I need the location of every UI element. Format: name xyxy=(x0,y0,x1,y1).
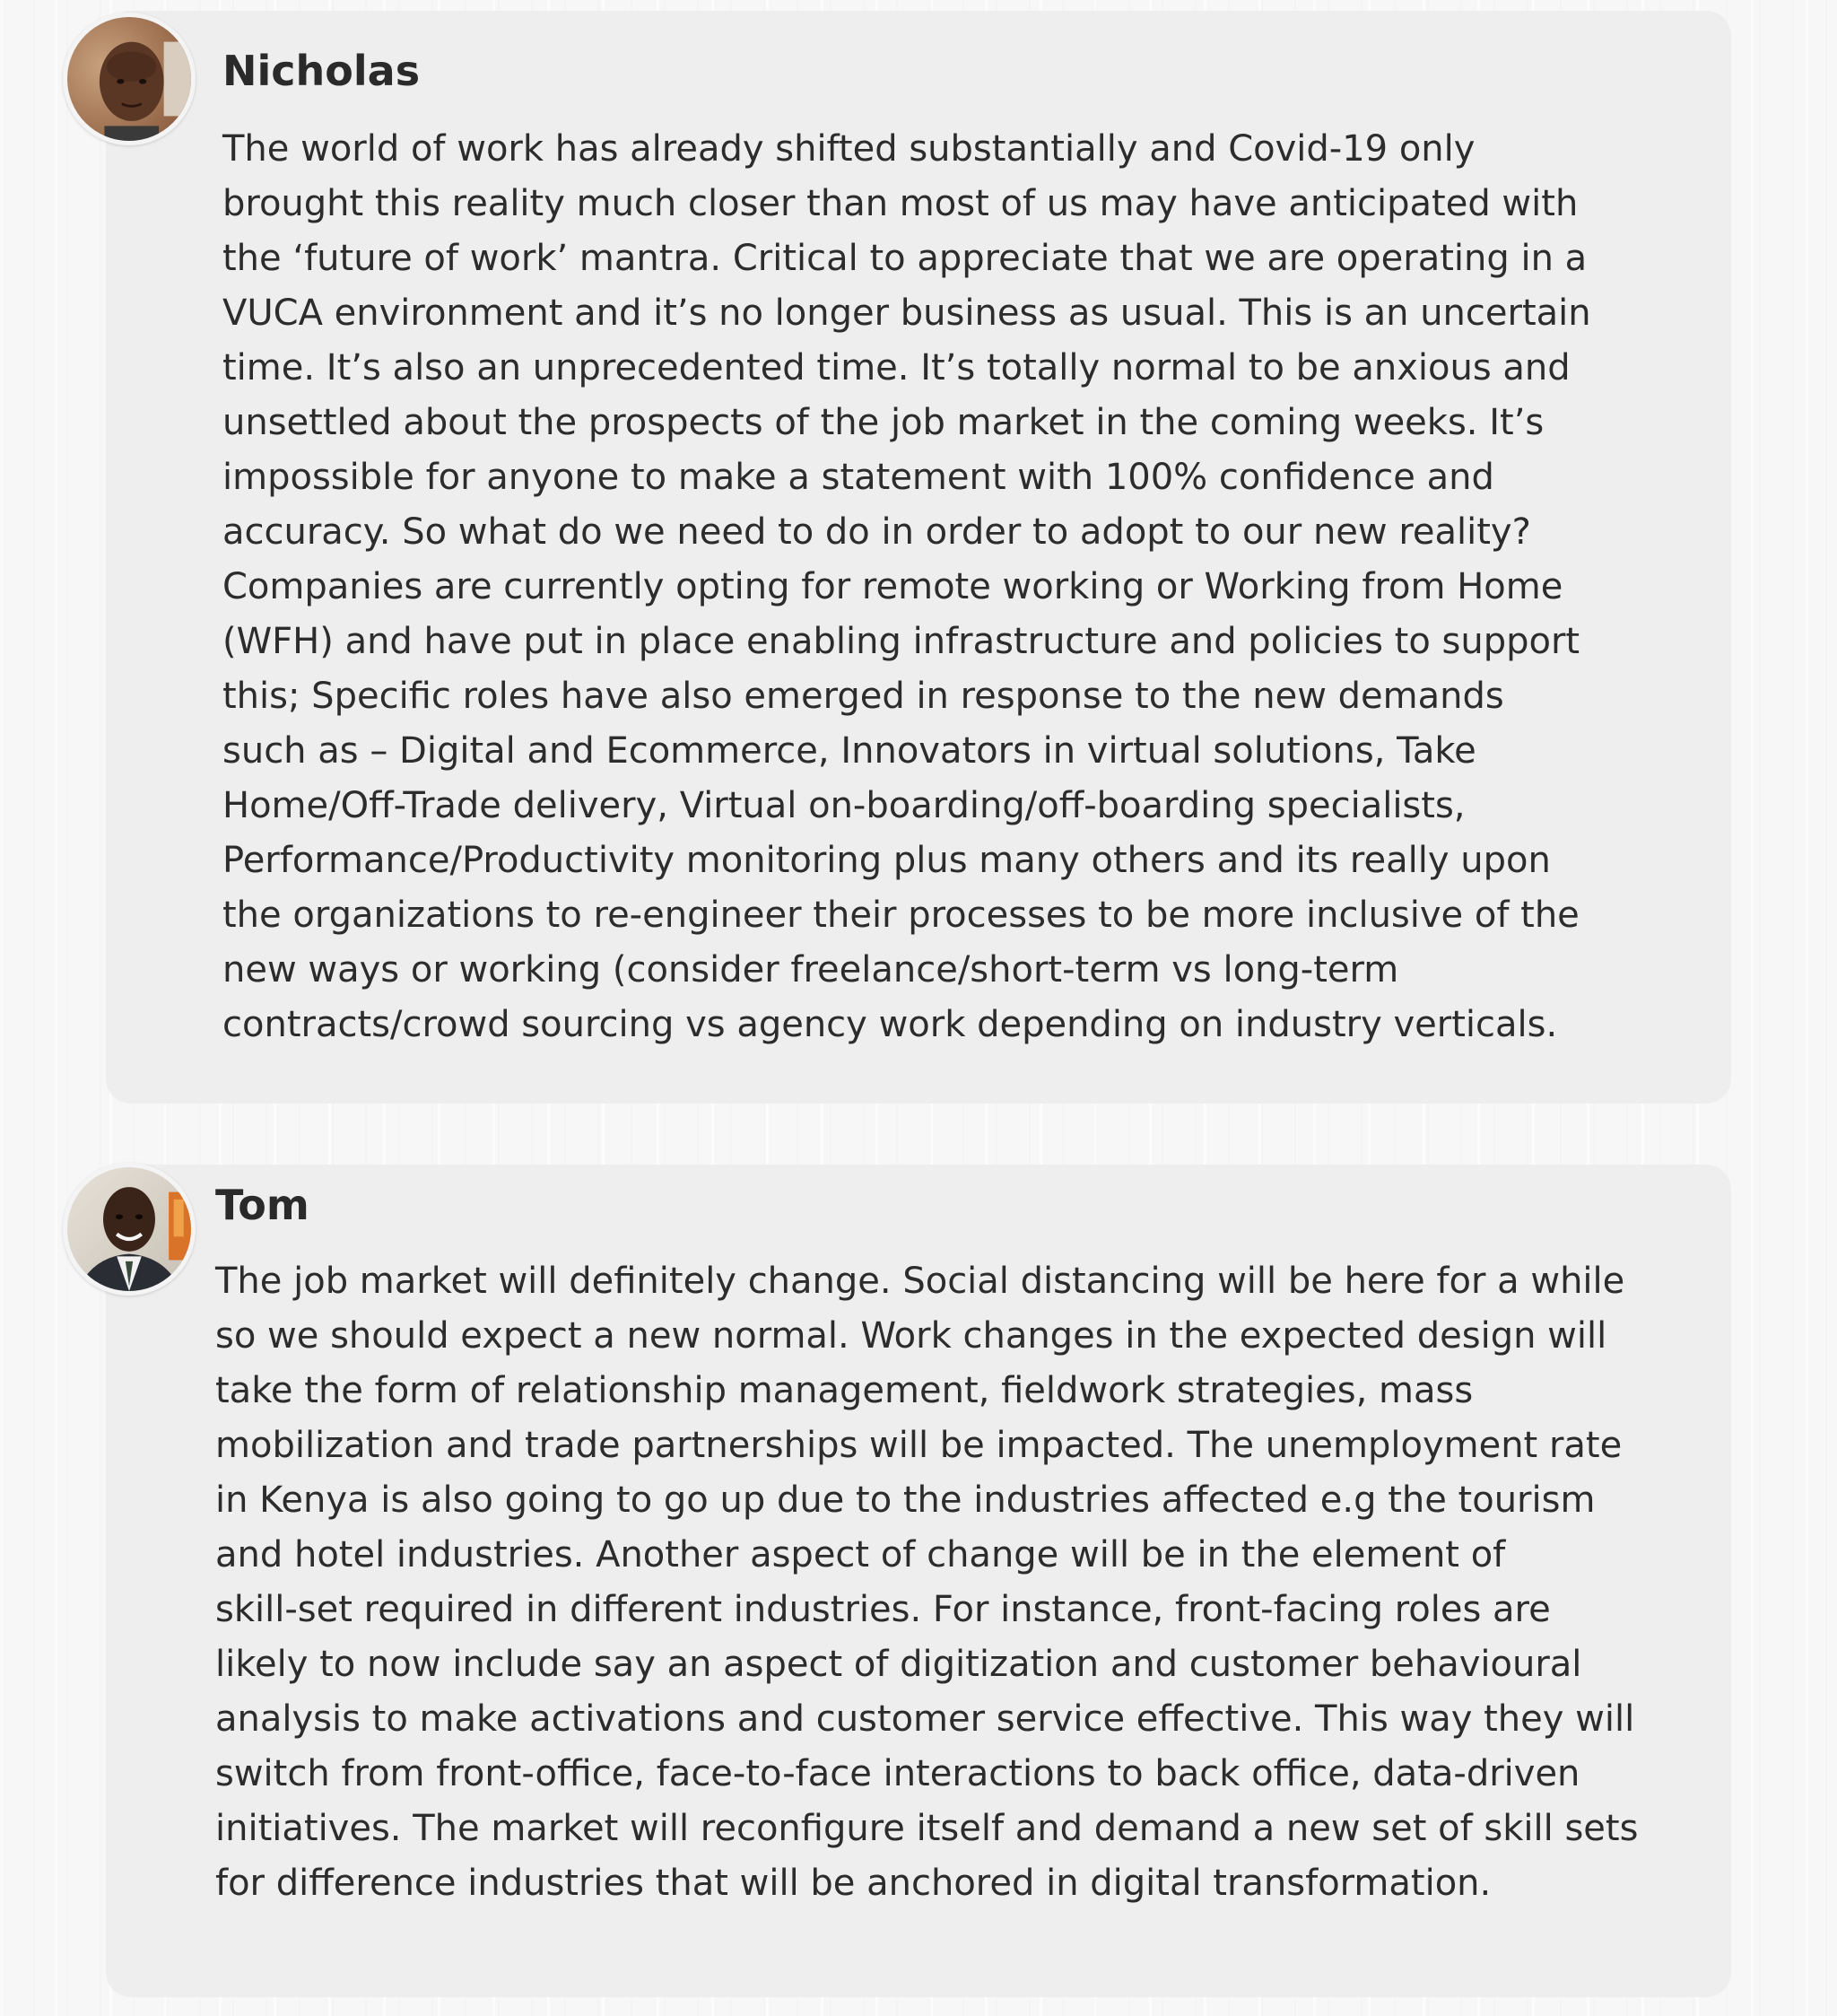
comment-author-name: Tom xyxy=(215,1181,309,1229)
avatar[interactable] xyxy=(63,1163,196,1296)
comment-body: The job market will definitely change. Social distancing will be here for a while so we should expect a new normal. Work changes in the expected design will take the form of relationship management, fieldwork strategies, mass mobilization and trade partnerships will be impacted. The unemployment rate in Kenya is also going to go up due to the industries affected e.g the tourism and hotel industries. Another aspect of change will be in the element of skill-set required in different industries. For instance, front-facing roles are likely to now include say an aspect of digitization and customer behavioural analysis to make activations and customer service effective. This way they will switch from front-office, face-to-face interactions to back office, data-driven initiatives. The market will reconfigure itself and demand a new set of skill sets for difference industries that will be anchored in digital transformation. xyxy=(215,1261,1639,1904)
comment-author-name: Nicholas xyxy=(222,47,421,95)
avatar[interactable] xyxy=(63,13,196,145)
user-avatar-photo-icon xyxy=(67,17,191,141)
comment-body: The world of work has already shifted substantially and Covid-19 only brought this reality much closer than most of us may have anticipated with the ‘future of work’ mantra. Critical to appreciate that we are operating in a VUCA environment and it’s no longer business as usual. This is an uncertain time. It’s also an unprecedented time. It’s totally normal to be anxious and unsettled about the prospects of the job market in the coming weeks. It’s impossible for anyone to make a statement with 100% confidence and accuracy. So what do we need to do in order to adopt to our new reality? Companies are currently opting for remote working or Working from Home (WFH) and have put in place enabling infrastructure and policies to support this; Specific roles have also emerged in response to the new demands such as – Digital and Ecommerce, Innovators in virtual solutions, Take Home/Off-Trade delivery, Virtual on-boarding/off-boarding specialists, Performance/Productivity monitoring plus many others and its really upon the organizations to re-engineer their processes to be more inclusive of the new ways or working (consider freelance/short-term vs long-term contracts/crowd sourcing vs agency work depending on industry verticals. xyxy=(222,128,1591,1045)
user-avatar-photo-icon xyxy=(67,1167,191,1291)
